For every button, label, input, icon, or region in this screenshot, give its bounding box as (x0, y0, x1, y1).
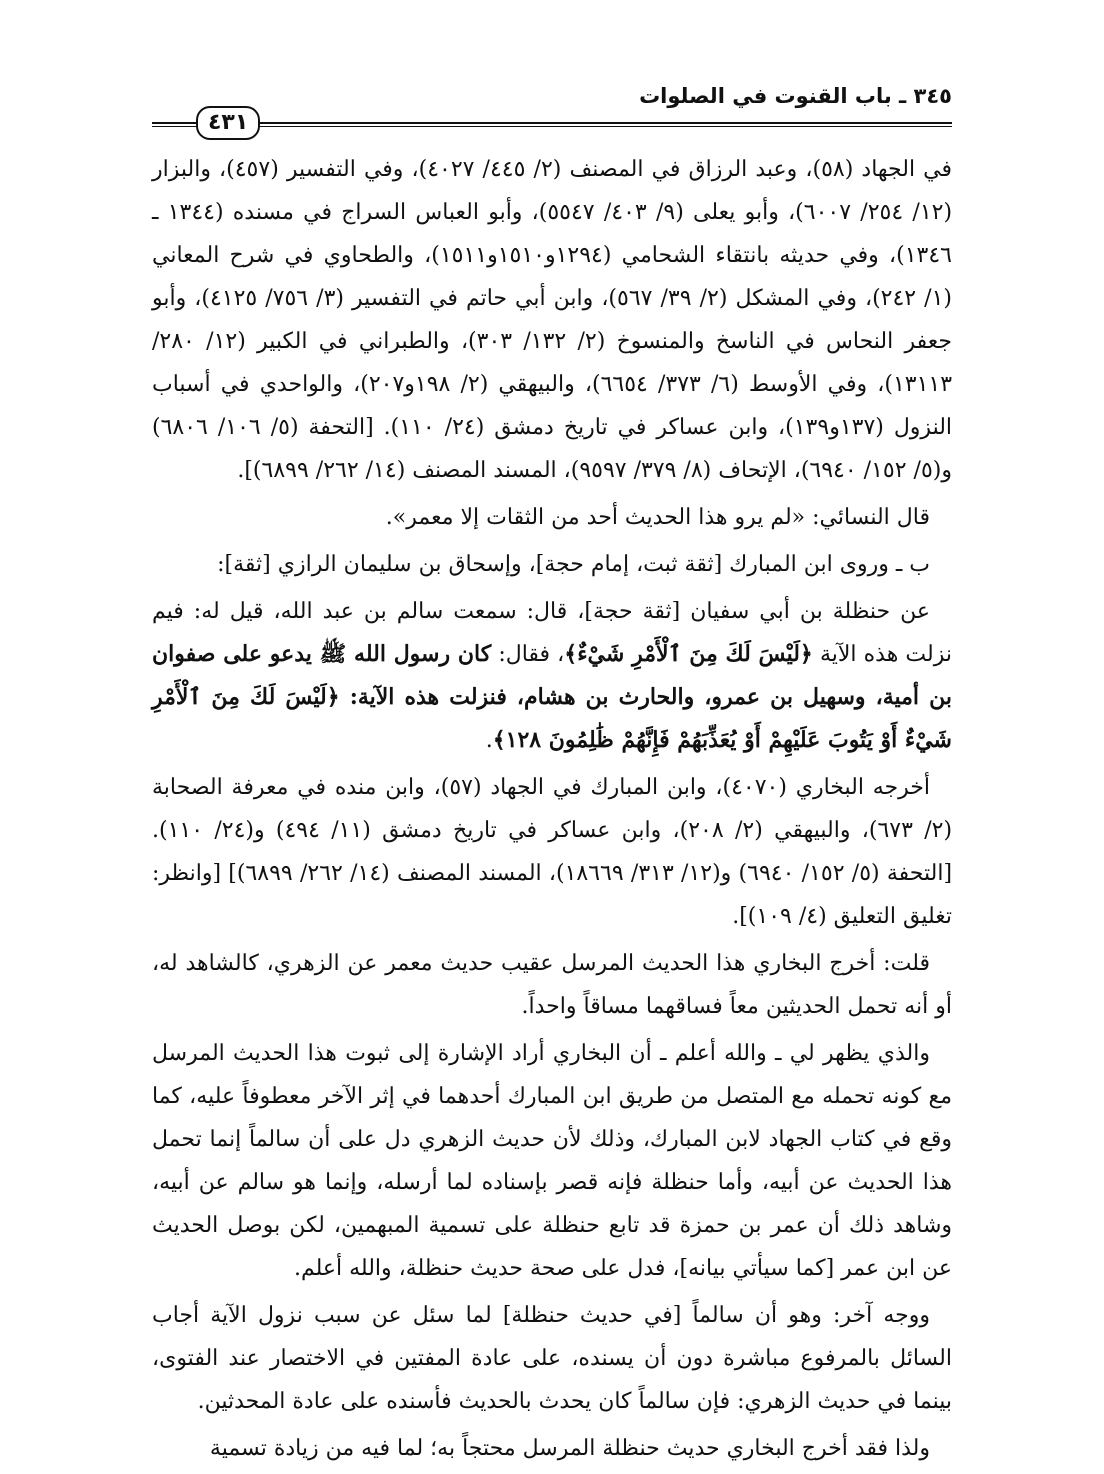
header-rule (152, 122, 952, 127)
chapter-title: ٣٤٥ ـ باب القنوت في الصلوات (639, 84, 952, 108)
hadith-connector: ، فقال: (491, 642, 565, 667)
page-body (152, 148, 952, 1474)
paragraph-qultu: قلت: أخرج البخاري هذا الحديث المرسل عقيب حديث معمر عن الزهري، كالشاهد له، أو أنه تحمل الحديثين معاً فساقهما مساقاً واحداً. (152, 951, 952, 1019)
paragraph-conclusion: ولذا فقد أخرج البخاري حديث حنظلة المرسل محتجاً به؛ لما فيه من زيادة تسمية (209, 1436, 930, 1461)
paragraph-opinion: والذي يظهر لي ـ والله أعلم ـ أن البخاري أراد الإشارة إلى ثبوت هذا الحديث المرسل مع كونه تحمله مع المتصل من طريق ابن المبارك أحدهما في إثر الآخر معطوفاً عليه، كما وقع في كتاب الجهاد لابن المبارك، وذلك لأن حديث الزهري دل على أن سالماً إنما تحمل هذا الحديث عن أبيه، وأما حنظلة فإنه قصر بإسناده لما أرسله، وإنما هو سالم عن أبيه، وشاهد ذلك أن عمر بن حمزة قد تابع حنظلة على تسمية المبهمين، لكن بوصل الحديث عن ابن عمر [كما سيأتي بيانه]، فدل على صحة حديث حنظلة، والله أعلم. (152, 1041, 952, 1281)
quran-verse-short: ﴿لَيْسَ لَكَ مِنَ ٱلْأَمْرِ شَيْءٌ﴾ (564, 641, 813, 667)
paragraph-riwaya: ب ـ وروى ابن المبارك [ثقة ثبت، إمام حجة]، وإسحاق بن سليمان الرازي [ثقة]: (217, 552, 930, 577)
page-header (152, 78, 952, 134)
page-number: ٤٣١ (196, 106, 260, 140)
paragraph-hadith (152, 590, 952, 762)
hadith-matn: كان رسول الله ﷺ يدعو على صفوان بن أمية، وسهيل بن عمرو، والحارث بن هشام، فنزلت هذه الآية: (152, 641, 952, 710)
paragraph-takhrij: في الجهاد (٥٨)، وعبد الرزاق في المصنف (٢/ ٤٤٥/ ٤٠٢٧)، وفي التفسير (٤٥٧)، والبزار (١٢/ ٢٥٤/ ٦٠٠٧)، وأبو يعلى (٩/ ٤٠٣/ ٥٥٤٧)، وأبو العباس السراج في مسنده (١٣٤٤ ـ ١٣٤٦)، وفي حديثه بانتقاء الشحامي (١٢٩٤و١٥١٠و١٥١١)، والطحاوي في شرح المعاني (١/ ٢٤٢)، وفي المشكل (٢/ ٣٩/ ٥٦٧)، وابن أبي حاتم في التفسير (٣/ ٧٥٦/ ٤١٢٥)، وأبو جعفر النحاس في الناسخ والمنسوخ (٢/ ١٣٢/ ٣٠٣)، والطبراني في الكبير (١٢/ ٢٨٠/ ١٣١١٣)، وفي الأوسط (٦/ ٣٧٣/ ٦٦٥٤)، والبيهقي (٢/ ١٩٨و٢٠٧)، والواحدي في أسباب النزول (١٣٧و١٣٩)، وابن عساكر في تاريخ دمشق (٢٤/ ١١٠). [التحفة (٥/ ١٠٦/ ٦٨٠٦) و(٥/ ١٥٢/ ٦٩٤٠)، الإتحاف (٨/ ٣٧٩/ ٩٥٩٧)، المسند المصنف (١٤/ ٢٦٢/ ٦٨٩٩)]. (152, 157, 953, 483)
paragraph-another-aspect: ووجه آخر: وهو أن سالماً [في حديث حنظلة] لما سئل عن سبب نزول الآية أجاب السائل بالمرفوع مباشرة دون أن يسنده، على عادة المفتين في الاختصار عند الفتوى، بينما في حديث الزهري: فإن سالماً كان يحدث بالحديث فأسنده على عادة المحدثين. (152, 1303, 952, 1414)
quran-verse-full: ﴿لَيْسَ لَكَ مِنَ ٱلْأَمْرِ شَيْءٌ أَوْ يَتُوبَ عَلَيْهِمْ أَوْ يُعَذِّبَهُمْ فَإِنَّهُمْ ظَٰلِمُونَ ١٢٨﴾ (152, 684, 952, 753)
paragraph-bukhari-takhrij: أخرجه البخاري (٤٠٧٠)، وابن المبارك في الجهاد (٥٧)، وابن منده في معرفة الصحابة (٢/ ٦٧٣)، والبيهقي (٢/ ٢٠٨)، وابن عساكر في تاريخ دمشق (١١/ ٤٩٤) و(٢٤/ ١١٠). [التحفة (٥/ ١٥٢/ ٦٩٤٠) و(١٢/ ٣١٣/ ١٨٦٦٩)، المسند المصنف (١٤/ ٢٦٢/ ٦٨٩٩)] [وانظر: تغليق التعليق (٤/ ١٠٩)]. (152, 775, 953, 929)
paragraph-nasai: قال النسائي: «لم يرو هذا الحديث أحد من الثقات إلا معمر». (385, 505, 930, 530)
hadith-end: . (485, 728, 493, 753)
hadith-isnad: عن حنظلة بن أبي سفيان [ثقة حجة]، قال: سمعت سالم بن عبد الله، قيل له: فيم نزلت هذه الآية (152, 599, 952, 667)
